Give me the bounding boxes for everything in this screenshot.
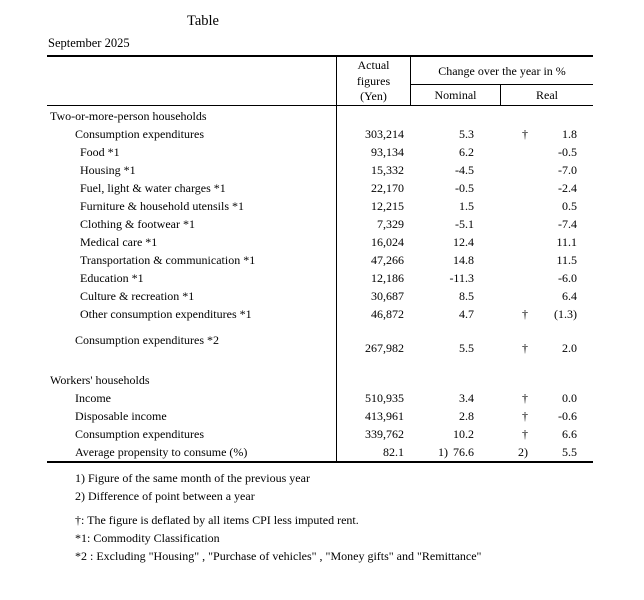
nominal-value: 5.3 <box>459 127 474 141</box>
footnote-dagger: †: The figure is deflated by all items CPI less imputed rent. <box>75 513 359 527</box>
row-label: Consumption expenditures <box>75 127 204 141</box>
row-label: Culture & recreation *1 <box>80 289 195 303</box>
table-row <box>47 443 593 461</box>
row-label: Disposable income <box>75 409 167 423</box>
actual-value: 46,872 <box>371 307 404 321</box>
actual-figures-line1: Actual <box>357 58 390 72</box>
row-label: Education *1 <box>80 271 144 285</box>
nominal-value: -4.5 <box>455 163 474 177</box>
real-header: Real <box>536 88 558 102</box>
dagger-mark: † <box>522 341 528 355</box>
real-value: 6.4 <box>562 289 577 303</box>
actual-value: 12,186 <box>371 271 404 285</box>
actual-value: 7,329 <box>377 217 404 231</box>
real-value: -2.4 <box>558 181 577 195</box>
footnotes <box>75 469 481 565</box>
actual-value: 30,687 <box>371 289 404 303</box>
actual-figures-header <box>337 58 410 105</box>
real-value: -0.5 <box>558 145 577 159</box>
footnote-group-symbols <box>75 511 481 565</box>
table-row <box>47 389 593 407</box>
actual-value: 82.1 <box>383 445 404 459</box>
dagger-mark: † <box>522 409 528 423</box>
footnote-group-numbers <box>75 469 481 505</box>
actual-value: 22,170 <box>371 181 404 195</box>
nominal-value: 8.5 <box>459 289 474 303</box>
real-value: 2.0 <box>562 341 577 355</box>
nominal-value: 4.7 <box>459 307 474 321</box>
table-row <box>47 323 593 355</box>
table-row <box>47 251 593 269</box>
real-value: (1.3) <box>554 307 577 321</box>
section-row-two-or-more-person <box>47 107 593 125</box>
real-value: 5.5 <box>562 445 577 459</box>
real-value: 0.5 <box>562 199 577 213</box>
row-label: Workers' households <box>50 373 150 387</box>
footnote-star1: *1: Commodity Classification <box>75 531 220 545</box>
table-row <box>47 287 593 305</box>
nominal-value: 5.5 <box>459 341 474 355</box>
table-body <box>47 106 593 461</box>
actual-value: 510,935 <box>365 391 404 405</box>
change-subheader <box>411 84 593 105</box>
section-row-workers-households <box>47 367 593 389</box>
actual-value: 303,214 <box>365 127 404 141</box>
table-row <box>47 215 593 233</box>
real-value: 1.8 <box>562 127 577 141</box>
real-value: 11.5 <box>556 253 577 267</box>
table-row <box>47 179 593 197</box>
table-row <box>47 425 593 443</box>
section-spacer <box>47 355 593 367</box>
row-label: Other consumption expenditures *1 <box>80 307 252 321</box>
real-value: 11.1 <box>556 235 577 249</box>
footnote-2: 2) Difference of point between a year <box>75 489 255 503</box>
actual-value: 267,982 <box>365 341 404 355</box>
nominal-value: 14.8 <box>453 253 474 267</box>
table-row <box>47 125 593 143</box>
row-label: Medical care *1 <box>80 235 158 249</box>
dagger-mark: † <box>522 127 528 141</box>
row-label: Two-or-more-person households <box>50 109 207 123</box>
nominal-value: 76.6 <box>453 445 474 459</box>
table-row <box>47 143 593 161</box>
real-value: -7.0 <box>558 163 577 177</box>
dagger-mark: † <box>522 427 528 441</box>
real-value: -7.4 <box>558 217 577 231</box>
nominal-value: -0.5 <box>455 181 474 195</box>
table-row <box>47 233 593 251</box>
table-row <box>47 269 593 287</box>
nominal-value: 2.8 <box>459 409 474 423</box>
table-row <box>47 197 593 215</box>
note2-mark: 2) <box>518 445 528 459</box>
footnote-1: 1) Figure of the same month of the previous year <box>75 471 310 485</box>
actual-value: 93,134 <box>371 145 404 159</box>
footnote-star2: *2 : Excluding "Housing" , "Purchase of vehicles" , "Money gifts" and "Remittance" <box>75 549 482 563</box>
actual-value: 16,024 <box>371 235 404 249</box>
change-over-year-header: Change over the year in % <box>438 64 566 78</box>
real-value: 0.0 <box>562 391 577 405</box>
dagger-mark: † <box>522 307 528 321</box>
period-label: September 2025 <box>48 36 130 50</box>
actual-value: 339,762 <box>365 427 404 441</box>
table-row <box>47 305 593 323</box>
row-label: Consumption expenditures <box>75 427 204 441</box>
nominal-header: Nominal <box>434 88 477 102</box>
page-title: Table <box>187 13 219 29</box>
row-label: Fuel, light & water charges *1 <box>80 181 226 195</box>
table-row <box>47 161 593 179</box>
actual-figures-line3: (Yen) <box>360 89 387 103</box>
actual-value: 413,961 <box>365 409 404 423</box>
nominal-value: 6.2 <box>459 145 474 159</box>
row-label: Food *1 <box>80 145 120 159</box>
table-row <box>47 407 593 425</box>
row-label: Income <box>75 391 111 405</box>
actual-value: 12,215 <box>371 199 404 213</box>
nominal-value: -11.3 <box>449 271 474 285</box>
row-label: Consumption expenditures *2 <box>75 333 219 347</box>
note1-mark: 1) <box>438 445 448 459</box>
row-label: Furniture & household utensils *1 <box>80 199 244 213</box>
nominal-value: 1.5 <box>459 199 474 213</box>
row-label: Transportation & communication *1 <box>80 253 256 267</box>
nominal-value: -5.1 <box>455 217 474 231</box>
statistics-table <box>47 55 593 463</box>
real-value: 6.6 <box>562 427 577 441</box>
nominal-value: 3.4 <box>459 391 474 405</box>
dagger-mark: † <box>522 391 528 405</box>
actual-value: 47,266 <box>371 253 404 267</box>
row-label: Housing *1 <box>80 163 136 177</box>
real-value: -0.6 <box>558 409 577 423</box>
actual-figures-line2: figures <box>356 73 391 88</box>
actual-value: 15,332 <box>371 163 404 177</box>
row-label: Average propensity to consume (%) <box>75 445 248 459</box>
table-header <box>47 57 593 106</box>
nominal-value: 10.2 <box>453 427 474 441</box>
nominal-value: 12.4 <box>453 235 474 249</box>
row-label: Clothing & footwear *1 <box>80 217 195 231</box>
real-value: -6.0 <box>558 271 577 285</box>
